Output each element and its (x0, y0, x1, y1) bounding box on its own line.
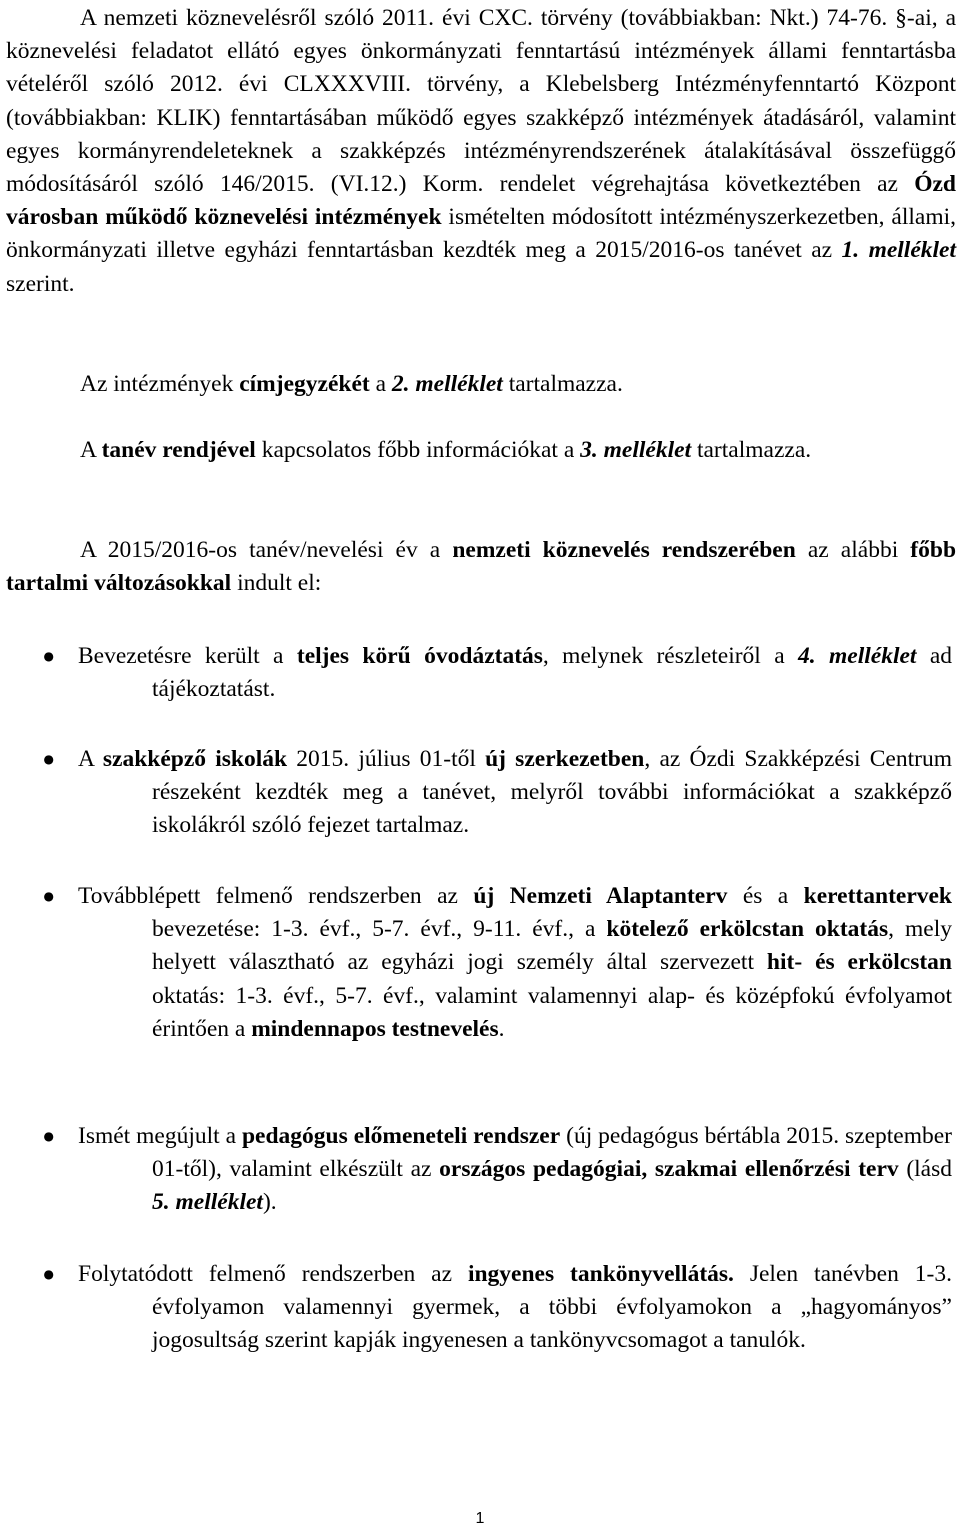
annex-3-ref: 3. melléklet (580, 437, 692, 463)
bullet-text (6, 743, 956, 843)
schedule-text-mid: kapcsolatos főbb információkat a (255, 437, 581, 463)
bullet-icon (6, 743, 54, 776)
bullet-icon (6, 880, 54, 913)
bullet-text (6, 880, 956, 1046)
bullet-bold: szakképző iskolák (102, 746, 288, 772)
bullet-segment: A (78, 746, 103, 772)
bullet-bold: teljes körű óvodáztatás (296, 643, 543, 669)
page-number: 1 (475, 1510, 485, 1527)
bullet-segment: , az Ózdi Szakképzési Centrum részeként kezdték meg a tanévet, melyről további információkat a szakképző iskolákról szóló fejezet tartalmaz. (152, 746, 952, 839)
changes-text-mid: az alábbi (795, 537, 911, 563)
changes-text-end: indult el: (231, 570, 322, 597)
bullet-icon (6, 640, 54, 673)
bullet-segment: bevezetése: 1-3. évf., 5-7. évf., 9-11. évf., a (152, 916, 607, 943)
intro-bold-ozd: Ózd városban működő köznevelési intézmények (6, 171, 956, 231)
intro-text-cont: ismételten módosított intézményszerkezetben, állami, önkormányzati illetve egyházi fenntartásban kezdték meg a 2015/2016-os tanévet az (6, 204, 957, 264)
bullet-segment: Bevezetésre került a (78, 643, 297, 669)
directory-text-end: tartalmazza. (502, 371, 623, 397)
annex-1-ref: 1. melléklet (841, 237, 957, 264)
bullet-text (6, 1258, 956, 1358)
changes-bold-system: nemzeti köznevelés rendszerében (452, 537, 796, 563)
changes-paragraph (6, 534, 956, 600)
bullet-bold: új szerkezetben (485, 746, 645, 772)
bullet-segment: és a (727, 883, 804, 909)
directory-text: Az intézmények (80, 371, 240, 397)
bullet-item-teacher-career (6, 1120, 956, 1220)
bullet-bold: országos pedagógiai, szakmai ellenőrzési terv (439, 1156, 899, 1183)
schedule-bold: tanév rendjével (101, 437, 256, 463)
bullet-item-kindergarten (6, 640, 956, 706)
bullet-item-textbooks (6, 1258, 956, 1358)
schedule-text-end: tartalmazza. (691, 437, 812, 463)
bullet-bold: hit- és erkölcstan (766, 949, 952, 976)
bullet-icon (6, 1258, 54, 1291)
bullet-segment: (lásd (898, 1156, 952, 1183)
directory-text-mid: a (369, 371, 392, 397)
changes-text: A 2015/2016-os tanév/nevelési év a (80, 537, 453, 563)
bullet-item-curriculum (6, 880, 956, 1046)
bullet-bold: kötelező erkölcstan oktatás (606, 916, 889, 943)
bullet-bold: mindennapos testnevelés (251, 1015, 499, 1042)
annex-4-ref: 4. melléklet (798, 643, 917, 669)
bullet-segment: oktatás: 1-3. évf., 5-7. évf., valamint valamennyi alap- és középfokú évfolyamot érintően a (152, 982, 952, 1042)
bullet-segment: , mely helyett választható az egyházi jogi személy által szervezett (152, 916, 952, 976)
schedule-text: A (80, 437, 102, 463)
bullet-bold: pedagógus előmeneteli rendszer (241, 1123, 561, 1149)
bullet-bold: ingyenes tankönyvellátás. (467, 1261, 734, 1287)
bullet-item-vocational (6, 743, 956, 843)
bullet-segment: , melynek részleteiről a (542, 643, 799, 669)
directory-bold: címjegyzékét (239, 371, 370, 397)
intro-paragraph (6, 2, 956, 301)
schedule-paragraph (6, 434, 956, 467)
bullet-segment: ad tájékoztatást. (152, 643, 953, 703)
bullet-bold: új Nemzeti Alaptanterv (473, 883, 728, 909)
annex-2-ref: 2. melléklet (391, 371, 503, 397)
bullet-bold: kerettantervek (803, 883, 952, 909)
bullet-segment: 2015. július 01-től (287, 746, 486, 772)
intro-text: A nemzeti köznevelésről szóló 2011. évi CXC. törvény (továbbiakban: Nkt.) 74-76. §-ai, a köznevelési feladatot ellátó egyes önkormányzati fenntartású intézmények állami fenntartásba vételéről szóló 2012. évi CLXXXVIII. törvény, a Klebelsberg Intézményfenntartó Központ (továbbiakban: KLIK) fenntartásában működő egyes szakképző intézmények átadásáról, valamint egyes kormányrendeleteknek a szakképzés intézményrendszerének átalakításával összefüggő módosításáról szóló 146/2015. (VI.12.) Korm. rendelet végrehajtása következtében az (6, 5, 956, 198)
bullet-segment: Jelen tanévben 1-3. évfolyamon valamennyi gyermek, a többi évfolyamokon a „hagyományos” jogosultság szerint kapják ingyenesen a tankönyvcsomagot a tanulók. (152, 1261, 952, 1354)
bullet-icon (6, 1120, 54, 1153)
bullet-text (6, 640, 956, 706)
bullet-segment: Továbblépett felmenő rendszerben az (78, 883, 474, 909)
intro-text-end: szerint. (6, 270, 75, 297)
annex-5-ref: 5. melléklet (152, 1189, 263, 1216)
bullet-text (6, 1120, 956, 1220)
changes-bold-main: főbb tartalmi változásokkal (6, 537, 957, 597)
bullet-segment: (új pedagógus bértábla 2015. szeptember 01-től), valamint elkészült az (152, 1123, 953, 1183)
bullet-segment: . (498, 1015, 505, 1042)
bullet-segment: ). (262, 1189, 277, 1216)
directory-paragraph (6, 368, 956, 401)
bullet-segment: Folytatódott felmenő rendszerben az (78, 1261, 468, 1287)
bullet-segment: Ismét megújult a (78, 1123, 242, 1149)
